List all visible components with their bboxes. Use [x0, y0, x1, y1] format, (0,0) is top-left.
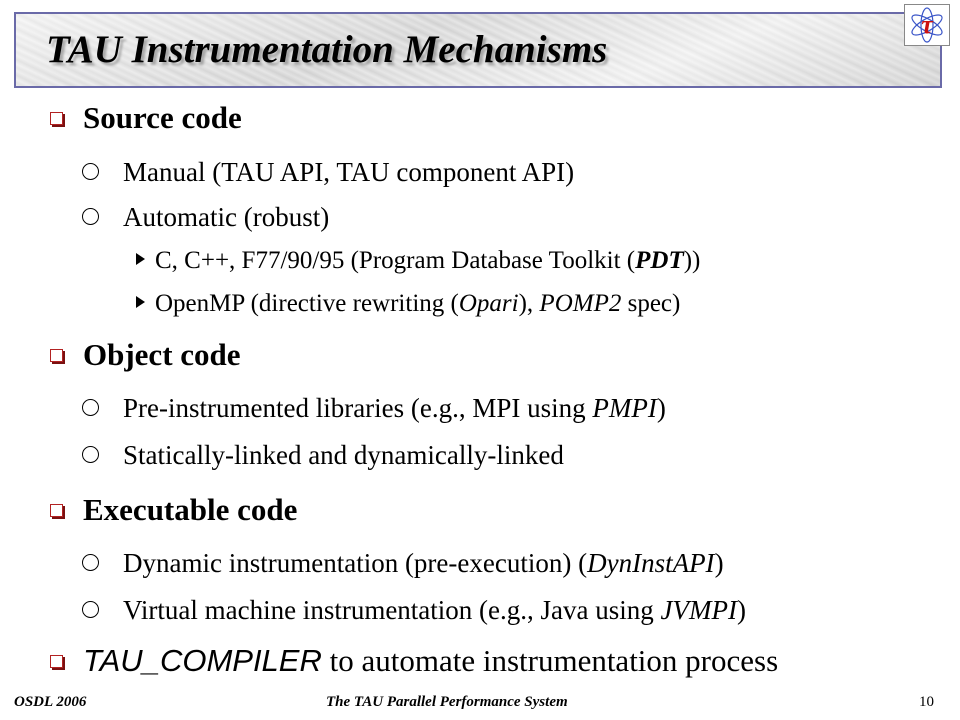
slide-title: TAU Instrumentation Mechanisms: [46, 28, 608, 71]
footer-event: OSDL 2006: [14, 694, 87, 710]
subsub-bullet-openmp: OpenMP (directive rewriting (Opari), POMP2 spec): [136, 290, 680, 318]
circle-bullet-icon: [82, 399, 99, 416]
square-bullet-icon: [50, 349, 63, 362]
sub-bullet-automatic: Automatic (robust): [82, 202, 329, 233]
bullet-executable-code: Executable code: [50, 492, 297, 528]
bullet-tau-compiler: TAU_COMPILER to automate instrumentation process: [50, 643, 778, 679]
arrow-bullet-icon: [136, 296, 145, 308]
page-number: 10: [919, 694, 934, 710]
circle-bullet-icon: [82, 554, 99, 571]
sub-bullet-dynamic: Dynamic instrumentation (pre-execution) (DynInstAPI): [82, 548, 724, 579]
sub-bullet-manual: Manual (TAU API, TAU component API): [82, 157, 574, 188]
circle-bullet-icon: [82, 163, 99, 180]
bullet-source-code: Source code: [50, 100, 242, 136]
square-bullet-icon: [50, 655, 63, 668]
subsub-bullet-c-cpp: C, C++, F77/90/95 (Program Database Toolkit (PDT)): [136, 247, 700, 275]
sub-bullet-preinstrumented: Pre-instrumented libraries (e.g., MPI using PMPI): [82, 393, 666, 424]
circle-bullet-icon: [82, 208, 99, 225]
circle-bullet-icon: [82, 446, 99, 463]
circle-bullet-icon: [82, 601, 99, 618]
bullet-object-code: Object code: [50, 337, 241, 373]
arrow-bullet-icon: [136, 253, 145, 265]
square-bullet-icon: [50, 112, 63, 125]
sub-bullet-virtual: Virtual machine instrumentation (e.g., Java using JVMPI): [82, 595, 746, 626]
sub-bullet-static: Statically-linked and dynamically-linked: [82, 440, 564, 471]
footer-title: The TAU Parallel Performance System: [326, 694, 568, 710]
square-bullet-icon: [50, 504, 63, 517]
svg-text:τ: τ: [921, 10, 933, 39]
